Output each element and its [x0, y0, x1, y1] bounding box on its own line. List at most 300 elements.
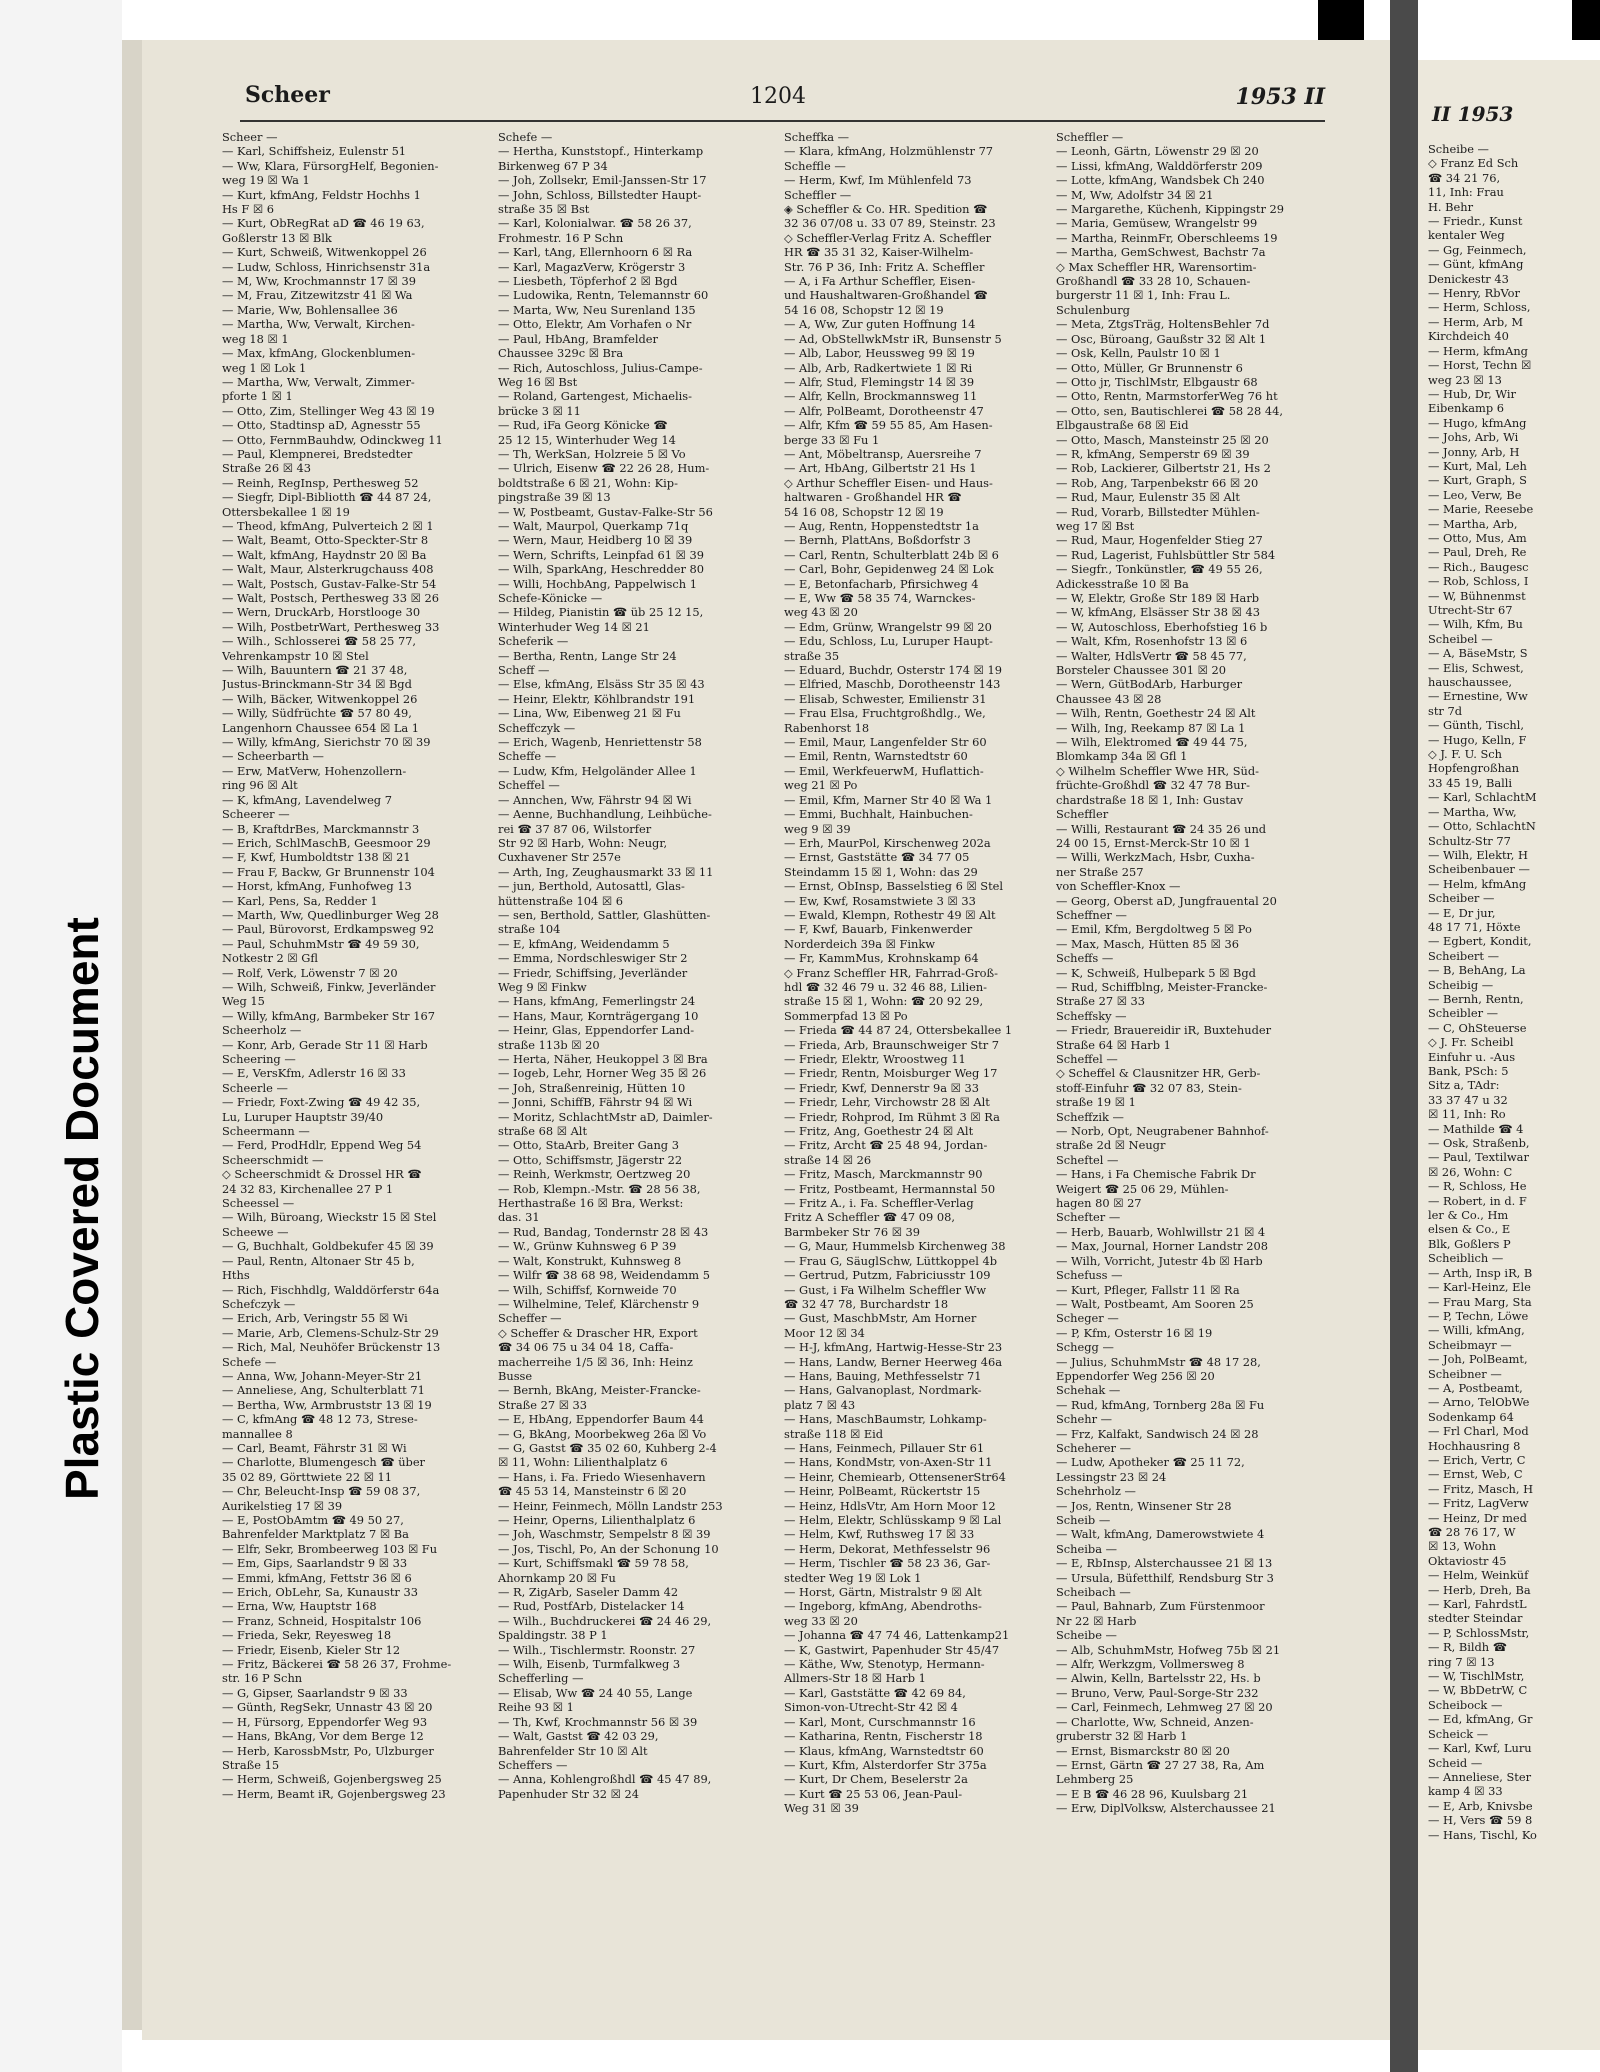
directory-entry-line: haltwaren - Großhandel HR ☎ [784, 490, 962, 505]
directory-entry-line: Scheerer — [222, 807, 290, 822]
directory-entry-line: — Bernh, Rentn, [1428, 991, 1524, 1006]
directory-entry-line: — M, Ww, Krochmannstr 17 ☒ 39 [222, 274, 416, 289]
directory-entry-line: — Frau G, SäuglSchw, Lüttkoppel 4b [784, 1253, 998, 1268]
directory-entry-line: — Wern, GütBodArb, Harburger [1056, 677, 1243, 692]
directory-entry-line: — Rud, kfmAng, Tornberg 28a ☒ Fu [1056, 1397, 1265, 1412]
directory-entry-line: — Ew, Kwf, Rosamstwiete 3 ☒ 33 [784, 893, 976, 908]
directory-entry-line: — Herm, Dekorat, Methfesselstr 96 [784, 1541, 991, 1556]
directory-entry-line: — H, Vers ☎ 59 8 [1428, 1813, 1533, 1828]
facing-header: II 1953 [1432, 102, 1514, 126]
black-tab-right [1572, 0, 1600, 40]
directory-entry-line: — Hub, Dr, Wir [1428, 386, 1516, 401]
directory-entry-line: macherreihe 1/5 ☒ 36, Inh: Heinz [498, 1354, 693, 1369]
directory-entry-line: — Egbert, Kondit, [1428, 934, 1532, 949]
directory-entry-line: — Rob, Klempn.-Mstr. ☎ 28 56 38, [498, 1181, 701, 1196]
directory-entry-line: — Fritz, Masch, H [1428, 1481, 1534, 1496]
header-rule [240, 120, 1325, 122]
directory-entry-line: — Mathilde ☎ 4 [1428, 1121, 1524, 1136]
directory-entry-line: Weigert ☎ 25 06 29, Mühlen- [1056, 1181, 1229, 1196]
directory-entry-line: ☒ 13, Wohn [1428, 1539, 1497, 1554]
directory-entry-line: — B, KraftdrBes, Marckmannstr 3 [222, 821, 420, 836]
directory-entry-line: — Paul, Bürovorst, Erdkampsweg 92 [222, 922, 435, 937]
directory-entry-line: weg 9 ☒ 39 [784, 821, 851, 836]
directory-entry-line: ☎ 34 21 76, [1428, 170, 1501, 185]
directory-entry-line: — P, Kfm, Osterstr 16 ☒ 19 [1056, 1325, 1213, 1340]
directory-entry-line: — Heinr, Elektr, Köhlbrandstr 191 [498, 691, 696, 706]
directory-entry-line: — Rud, Maur, Hogenfelder Stieg 27 [1056, 533, 1263, 548]
directory-entry-line: Straße 15 [222, 1757, 280, 1772]
directory-entry-line: — Paul, Klempnerei, Bredstedter [222, 446, 413, 461]
directory-entry-line: — Alfr, Kfm ☎ 59 55 85, Am Hasen- [784, 418, 993, 433]
directory-entry-line: — Max, Masch, Hütten 85 ☒ 36 [1056, 936, 1239, 951]
directory-entry-line: hauschaussee, [1428, 675, 1512, 690]
directory-entry-line: boldtstraße 6 ☒ 21, Wohn: Kip- [498, 475, 678, 490]
directory-entry-line: — Otto jr, TischlMstr, Elbgaustr 68 [1056, 374, 1258, 389]
directory-entry-line: Lehmberg 25 [1056, 1772, 1134, 1787]
directory-entry-line: hagen 80 ☒ 27 [1056, 1196, 1142, 1211]
directory-entry-line: platz 7 ☒ 43 [784, 1397, 856, 1412]
directory-entry-line: kamp 4 ☒ 33 [1428, 1784, 1503, 1799]
directory-entry-line: H. Behr [1428, 199, 1474, 214]
directory-entry-line: — Heinr, Operns, Lilienthalplatz 6 [498, 1513, 696, 1527]
directory-entry-line: — Lina, Ww, Eibenweg 21 ☒ Fu [498, 706, 681, 721]
directory-entry-line: — Otto, FernmBauhdw, Odinckweg 11 [222, 432, 443, 447]
directory-entry-line: — Rolf, Verk, Löwenstr 7 ☒ 20 [222, 965, 398, 980]
directory-entry-line: Scheffel — [1056, 1052, 1118, 1066]
directory-entry-line: — Willi, HochbAng, Pappelwisch 1 [498, 576, 697, 591]
directory-entry-line: — Th, WerkSan, Holzreie 5 ☒ Vo [498, 446, 686, 461]
directory-entry-line: — Ernst, Web, C [1428, 1467, 1523, 1482]
directory-entry-line: — P, Techn, Löwe [1428, 1308, 1529, 1323]
directory-entry-line: ◇ Franz Ed Sch [1428, 156, 1519, 171]
directory-entry-line: Ottersbekallee 1 ☒ 19 [222, 504, 350, 519]
directory-entry-line: Simon-von-Utrecht-Str 42 ☒ 4 [784, 1700, 958, 1715]
directory-entry-line: — Wilh, Elektr, H [1428, 847, 1528, 862]
directory-entry-line: — Jonny, Arb, H [1428, 444, 1520, 459]
directory-entry-line: — Karl, Mont, Curschmannstr 16 [784, 1714, 976, 1729]
directory-entry-line: — Friedr, Schiffsing, Jeverländer [498, 965, 688, 980]
directory-entry-line: straße 35 ☒ Bst [498, 202, 590, 217]
directory-entry-line: — Alfr, Werkzgm, Vollmersweg 8 [1056, 1657, 1245, 1672]
directory-entry-line: — Marta, Ww, Neu Surenland 135 [498, 302, 696, 317]
directory-entry-line: Schultz-Str 77 [1428, 833, 1511, 848]
directory-entry-line: — Th, Kwf, Krochmannstr 56 ☒ 39 [498, 1714, 698, 1729]
header-name: Scheer [245, 82, 330, 108]
directory-entry-line: — Kurt, Pfleger, Fallstr 11 ☒ Ra [1056, 1282, 1240, 1297]
directory-entry-line: Scheessel — [222, 1196, 295, 1211]
directory-entry-line: — Johanna ☎ 47 74 46, Lattenkamp21 [784, 1628, 1010, 1643]
directory-entry-line: — W, Bühnenmst [1428, 588, 1526, 603]
directory-entry-line: — Charlotte, Blumengesch ☎ über [222, 1455, 426, 1470]
directory-entry-line: Barmbeker Str 76 ☒ 39 [784, 1224, 921, 1239]
directory-entry-line: Ahornkamp 20 ☒ Fu [498, 1570, 616, 1585]
directory-entry-line: — Wilh, Bauuntern ☎ 21 37 48, [222, 663, 408, 678]
directory-entry-line: Scheib — [1056, 1513, 1111, 1527]
directory-entry-line: Scheibner — [1428, 1366, 1502, 1381]
directory-entry-line: — Ww, Klara, FürsorgHelf, Begonien- [222, 158, 439, 173]
directory-entry-line: ◈ Scheffler & Co. HR. Spedition ☎ [784, 202, 988, 217]
directory-entry-line: Sitz a, TAdr: [1428, 1078, 1500, 1093]
directory-entry-line: straße 35 [784, 648, 840, 663]
directory-entry-line: ☎ 28 76 17, W [1428, 1525, 1516, 1539]
directory-entry-line: ◇ Wilhelm Scheffler Wwe HR, Süd- [1056, 763, 1259, 778]
directory-entry-line: — Osc, Büroang, Gaußstr 32 ☒ Alt 1 [1056, 331, 1267, 346]
directory-entry-line: — E B ☎ 46 28 96, Kuulsbarg 21 [1056, 1786, 1249, 1801]
directory-entry-line: — Otto, Rentn, MarmstorferWeg 76 ht [1056, 389, 1278, 404]
directory-entry-line: — Leonh, Gärtn, Löwenstr 29 ☒ 20 [1056, 144, 1259, 159]
directory-entry-line: Scheffsky — [1056, 1008, 1127, 1023]
directory-entry-line: — Hans, KondMstr, von-Axen-Str 11 [784, 1455, 993, 1470]
directory-entry-line: — A, i Fa Arthur Scheffler, Eisen- [784, 274, 976, 289]
directory-entry-line: Scheffler — [784, 187, 852, 202]
directory-entry-line: — Frau Elsa, Fruchtgroßhdlg., We, [784, 706, 986, 721]
directory-entry-line: — Bernh, BkAng, Meister-Francke- [498, 1383, 701, 1398]
directory-entry-line: — K, kfmAng, Lavendelweg 7 [222, 792, 392, 807]
directory-entry-line: — Helm, Kwf, Ruthsweg 17 ☒ 33 [784, 1527, 975, 1542]
directory-entry-line: — Fritz, Bäckerei ☎ 58 26 37, Frohme- [222, 1657, 452, 1672]
directory-entry-line: Schulenburg [1056, 302, 1130, 317]
directory-entry-line: — Alb, Arb, Radkertwiete 1 ☒ Ri [784, 360, 973, 375]
directory-entry-line: — Anna, Kohlengroßhdl ☎ 45 47 89, [498, 1772, 712, 1787]
directory-entry-line: Weg 16 ☒ Bst [498, 374, 578, 389]
directory-entry-line: Hopfengroßhan [1428, 761, 1520, 776]
directory-entry-line: — Ferd, ProdHdlr, Eppend Weg 54 [222, 1138, 422, 1153]
directory-entry-line: — B, BehAng, La [1428, 963, 1526, 978]
directory-entry-line: — Wilh., Schlosserei ☎ 58 25 77, [222, 634, 417, 649]
directory-entry-line: ler & Co., Hm [1428, 1208, 1509, 1223]
directory-entry-line: Adickesstraße 10 ☒ Ba [1056, 576, 1189, 591]
spine-label: Plastic Covered Document [56, 917, 108, 1500]
directory-entry-line: — Charlotte, Ww, Schneid, Anzen- [1056, 1714, 1254, 1729]
directory-entry-line: — Günth, RegSekr, Unnastr 43 ☒ 20 [222, 1700, 433, 1715]
column-1 [222, 130, 484, 1801]
directory-entry-line: — Eduard, Buchdr, Osterstr 174 ☒ 19 [784, 663, 1002, 678]
directory-entry-line: — Emil, WerkfeuerwM, Huflattich- [784, 763, 984, 778]
directory-entry-line: Weg 9 ☒ Finkw [498, 979, 587, 994]
directory-entry-line: — Heinr, Feinmech, Mölln Landstr 253 [498, 1498, 723, 1513]
directory-entry-line: — H, Fürsorg, Eppendorfer Weg 93 [222, 1714, 428, 1729]
directory-entry-line: Eibenkamp 6 [1428, 401, 1504, 416]
directory-entry-line: 48 17 71, Höxte [1428, 919, 1521, 934]
directory-entry-line: — Fr, KammMus, Krohnskamp 64 [784, 951, 979, 966]
directory-entry-line: — Helm, Weinküf [1428, 1568, 1529, 1583]
directory-entry-line: — Friedr, Rentn, Moisburger Weg 17 [784, 1066, 998, 1081]
directory-entry-line: — Walt, Maur, Alsterkrugchauss 408 [222, 562, 434, 577]
directory-entry-line: Rabenhorst 18 [784, 720, 870, 735]
directory-entry-line: weg 18 ☒ 1 [222, 331, 289, 346]
directory-entry-line: Schegg — [1056, 1340, 1114, 1355]
directory-entry-line: 54 16 08, Schopstr 12 ☒ 19 [784, 504, 944, 519]
directory-entry-line: Scheffers — [498, 1757, 568, 1772]
directory-entry-line: ◇ Scheerschmidt & Drossel HR ☎ [222, 1167, 422, 1182]
directory-entry-line: Scheffzik — [1056, 1109, 1124, 1124]
directory-entry-line: — Friedr., Kunst [1428, 214, 1523, 229]
directory-entry-line: — Martha, Ww, Verwalt, Kirchen- [222, 317, 415, 332]
directory-entry-line: — Scheerbarth — [222, 749, 324, 764]
directory-entry-line: — Wilfr ☎ 38 68 98, Weidendamm 5 [498, 1268, 710, 1283]
directory-entry-line: Papenhuder Str 32 ☒ 24 [498, 1786, 639, 1801]
directory-entry-line: — Julius, SchuhmMstr ☎ 48 17 28, [1056, 1354, 1261, 1369]
directory-entry-line: Schefuss — [1056, 1268, 1123, 1283]
directory-entry-line: — Wern, Schrifts, Leinpfad 61 ☒ 39 [498, 547, 704, 562]
directory-entry-line: Straße 64 ☒ Harb 1 [1056, 1037, 1171, 1052]
directory-entry-line: — Jos, Rentn, Winsener Str 28 [1056, 1498, 1232, 1513]
directory-entry-line: — Elisab, Ww ☎ 24 40 55, Lange [498, 1685, 693, 1700]
directory-entry-line: — Paul, Rentn, Altonaer Str 45 b, [222, 1253, 415, 1268]
directory-entry-line: — Ernst, Gärtn ☎ 27 27 38, Ra, Am [1056, 1757, 1265, 1772]
directory-entry-line: pingstraße 39 ☒ 13 [498, 490, 611, 505]
directory-entry-line: — Erh, MaurPol, Kirschenweg 202a [784, 835, 991, 850]
directory-entry-line: Scheerschmidt — [222, 1152, 324, 1167]
directory-entry-line: früchte-Großhdl ☎ 32 47 78 Bur- [1056, 778, 1250, 793]
directory-entry-line: — Karl, SchlachtM [1428, 790, 1537, 805]
directory-entry-line: — Alb, SchuhmMstr, Hofweg 75b ☒ 21 [1056, 1642, 1281, 1657]
directory-entry-line: — E, kfmAng, Weidendamm 5 [498, 936, 670, 951]
directory-entry-line: — Heinr, Glas, Eppendorfer Land- [498, 1023, 695, 1038]
directory-entry-line: Straße 27 ☒ 33 [498, 1397, 588, 1412]
directory-entry-line: — Horst, kfmAng, Funhofweg 13 [222, 879, 412, 894]
directory-entry-line: — Hans, MaschBaumstr, Lohkamp- [784, 1412, 987, 1427]
directory-entry-line: — Joh, Zollsekr, Emil-Janssen-Str 17 [498, 173, 707, 188]
directory-entry-line: — Rud, PostfArb, Distelacker 14 [498, 1599, 685, 1614]
directory-entry-line: — Walt, Postbeamt, Am Sooren 25 [1056, 1296, 1254, 1311]
directory-entry-line: Scheffle — [784, 158, 846, 173]
directory-entry-line: — Karl, Pens, Sa, Redder 1 [222, 893, 378, 908]
directory-entry-line: — Herta, Näher, Heukoppel 3 ☒ Bra [498, 1052, 708, 1066]
directory-entry-line: Herthastraße 16 ☒ Bra, Werkst: [498, 1196, 684, 1211]
directory-entry-line: ring 96 ☒ Alt [222, 778, 298, 793]
directory-entry-line: — W, Elektr, Große Str 189 ☒ Harb [1056, 591, 1260, 605]
directory-entry-line: — Karl-Heinz, Ele [1428, 1280, 1531, 1295]
directory-entry-line: — Klara, kfmAng, Holzmühlenstr 77 [784, 144, 994, 159]
directory-entry-line: — Hans, Galvanoplast, Nordmark- [784, 1383, 982, 1398]
directory-entry-line: — Erich, Arb, Veringstr 55 ☒ Wi [222, 1311, 408, 1326]
directory-entry-line: — Bruno, Verw, Paul-Sorge-Str 232 [1056, 1685, 1259, 1700]
directory-entry-line: — Erich, ObLehr, Sa, Kunaustr 33 [222, 1585, 418, 1600]
directory-entry-line: — E, Ww ☎ 58 35 74, Warnckes- [784, 591, 976, 605]
directory-entry-line: — R, Bildh ☎ [1428, 1640, 1507, 1655]
directory-entry-line: 54 16 08, Schopstr 12 ☒ 19 [784, 302, 944, 317]
directory-entry-line: — jun, Berthold, Autosattl, Glas- [498, 879, 685, 894]
directory-entry-line: ◇ Arthur Scheffler Eisen- und Haus- [784, 475, 993, 490]
directory-entry-line: Chaussee 43 ☒ 28 [1056, 691, 1162, 706]
directory-entry-line: — Gg, Feinmech, [1428, 242, 1527, 257]
directory-entry-line: — Friedr, Elektr, Wroostweg 11 [784, 1052, 966, 1066]
directory-entry-line: — Kurt ☎ 25 53 06, Jean-Paul- [784, 1786, 963, 1801]
directory-entry-line: — Lissi, kfmAng, Walddörferstr 209 [1056, 158, 1263, 173]
directory-entry-line: — Rud, Maur, Eulenstr 35 ☒ Alt [1056, 490, 1240, 505]
directory-entry-line: Scheewe — [222, 1224, 289, 1239]
directory-entry-line: chardstraße 18 ☒ 1, Inh: Gustav [1056, 792, 1244, 807]
directory-entry-line: 25 12 15, Winterhuder Weg 14 [498, 432, 676, 447]
directory-entry-line: 33 37 47 u 32 [1428, 1092, 1508, 1107]
directory-entry-line: — Gust, i Fa Wilhelm Scheffler Ww [784, 1282, 987, 1297]
directory-entry-line: straße 118 ☒ Eid [784, 1426, 884, 1441]
directory-entry-line: — Em, Gips, Saarlandstr 9 ☒ 33 [222, 1556, 408, 1571]
directory-entry-line: Schefter — [1056, 1210, 1121, 1225]
directory-entry-line: — W, Autoschloss, Eberhofstieg 16 b [1056, 619, 1268, 634]
directory-entry-line: kentaler Weg [1428, 228, 1505, 243]
directory-entry-line: — Rud, iFa Georg Könicke ☎ [498, 418, 668, 433]
directory-entry-line: — Herb, Dreh, Ba [1428, 1582, 1531, 1597]
directory-entry-line: — Wilh, PostbetrWart, Perthesweg 33 [222, 619, 440, 634]
directory-entry-line: Scheid — [1428, 1755, 1483, 1770]
directory-entry-line: — Frieda, Arb, Braunschweiger Str 7 [784, 1037, 1000, 1052]
directory-entry-line: Scheibmayr — [1428, 1337, 1512, 1352]
directory-entry-line: — Frieda ☎ 44 87 24, Ottersbekallee 1 [784, 1023, 1013, 1038]
directory-entry-line: — Hans, Landw, Berner Heerweg 46a [784, 1354, 1003, 1369]
directory-entry-line: Bahrenfelder Marktplatz 7 ☒ Ba [222, 1527, 409, 1542]
directory-entry-line: Scheibe — [1056, 1628, 1117, 1643]
directory-entry-line: — Karl, Gaststätte ☎ 42 69 84, [784, 1685, 966, 1700]
directory-entry-line: Lessingstr 23 ☒ 24 [1056, 1469, 1167, 1484]
directory-entry-line: Busse [498, 1368, 533, 1383]
directory-entry-line: — Hans, kfmAng, Femerlingstr 24 [498, 994, 696, 1009]
directory-entry-line: straße 14 ☒ 26 [784, 1152, 872, 1167]
directory-entry-line: — Alwin, Kelln, Bartelsstr 22, Hs. b [1056, 1671, 1261, 1686]
directory-entry-line: — Rud, Lagerist, Fuhlsbüttler Str 584 [1056, 547, 1276, 562]
directory-entry-line: — Edm, Grünw, Wrangelstr 99 ☒ 20 [784, 619, 992, 634]
directory-entry-line: Scheftel — [1056, 1152, 1119, 1167]
directory-entry-line: — Kurt, ObRegRat aD ☎ 46 19 63, [222, 216, 425, 231]
directory-entry-line: — Rud, Bandag, Tondernstr 28 ☒ 43 [498, 1224, 709, 1239]
directory-entry-line: — Jonni, SchiffB, Fährstr 94 ☒ Wi [498, 1095, 693, 1110]
directory-entry-line: — Joh, Waschmstr, Sempelstr 8 ☒ 39 [498, 1527, 711, 1542]
directory-entry-line: — Annchen, Ww, Fährstr 94 ☒ Wi [498, 792, 692, 807]
directory-entry-line: — John, Schloss, Billstedter Haupt- [498, 187, 702, 202]
directory-entry-line: — Carl, Bohr, Gepidenweg 24 ☒ Lok [784, 562, 994, 577]
directory-entry-line: — Martha, ReinmFr, Oberschleems 19 [1056, 230, 1278, 245]
directory-entry-line: — W, TischlMstr, [1428, 1669, 1525, 1684]
directory-entry-line: — Karl, MagazVerw, Krögerstr 3 [498, 259, 686, 274]
directory-entry-line: — Hans, Tischl, Ko [1428, 1827, 1537, 1842]
directory-entry-line: — Paul, Dreh, Re [1428, 545, 1527, 560]
directory-entry-line: — Rich., Baugesc [1428, 559, 1529, 574]
directory-entry-line: — Norb, Opt, Neugrabener Bahnhof- [1056, 1124, 1269, 1139]
directory-entry-line: — Willy, kfmAng, Barmbeker Str 167 [222, 1008, 435, 1023]
directory-entry-line: — Alb, Labor, Heussweg 99 ☒ 19 [784, 346, 975, 361]
directory-entry-line: — E, HbAng, Eppendorfer Baum 44 [498, 1412, 704, 1427]
directory-entry-line: — Bertha, Rentn, Lange Str 24 [498, 648, 677, 663]
directory-entry-line: — C, OhSteuerse [1428, 1020, 1527, 1035]
directory-entry-line: — Art, HbAng, Gilbertstr 21 Hs 1 [784, 461, 977, 476]
directory-entry-line: — Joh, PolBeamt, [1428, 1352, 1528, 1367]
directory-entry-line: 32 36 07/08 u. 33 07 89, Steinstr. 23 [784, 216, 996, 231]
directory-entry-line: Scheibler — [1428, 1006, 1499, 1021]
directory-entry-line: — Emil, Rentn, Warnstedtstr 60 [784, 749, 968, 764]
directory-entry-line: Hs F ☒ 6 [222, 202, 275, 217]
directory-entry-line: — Herm, Schloss, [1428, 300, 1531, 315]
directory-entry-line: ☒ 11, Wohn: Lilienthalplatz 6 [498, 1455, 668, 1470]
directory-entry-line: — Horst, Gärtn, Mistralstr 9 ☒ Alt [784, 1585, 982, 1600]
directory-entry-line: — Anna, Ww, Johann-Meyer-Str 21 [222, 1368, 423, 1383]
directory-entry-line: straße 104 [498, 922, 561, 937]
directory-entry-line: ☒ 26, Wohn: C [1428, 1164, 1513, 1179]
directory-entry-line: — Marie, Reesebe [1428, 502, 1534, 517]
directory-entry-line: Scheer — [222, 130, 278, 144]
directory-entry-line: Schefe — [222, 1354, 277, 1369]
directory-entry-line: — Hans, Bauing, Methfesselstr 71 [784, 1368, 982, 1383]
directory-entry-line: — Else, kfmAng, Elsäss Str 35 ☒ 43 [498, 677, 705, 692]
directory-entry-line: — Kurt, Schweiß, Witwenkoppel 26 [222, 245, 427, 260]
directory-entry-line: — Max, Journal, Horner Landstr 208 [1056, 1239, 1268, 1254]
directory-entry-line: — Ulrich, Eisenw ☎ 22 26 28, Hum- [498, 461, 710, 476]
directory-entry-line: Hths [222, 1268, 250, 1283]
book-gutter [1390, 0, 1418, 2072]
directory-entry-line: — G, Buchhalt, Goldbekufer 45 ☒ 39 [222, 1239, 434, 1254]
directory-entry-line: — Otto, Stadtinsp aD, Agnesstr 55 [222, 418, 421, 433]
directory-entry-line: Scheferik — [498, 634, 569, 649]
directory-entry-line: — Frz, Kalfakt, Sandwisch 24 ☒ 28 [1056, 1426, 1259, 1441]
directory-entry-line: — Otto, sen, Bautischlerei ☎ 58 28 44, [1056, 403, 1284, 418]
directory-entry-line: — Emil, Kfm, Marner Str 40 ☒ Wa 1 [784, 792, 993, 807]
directory-entry-line: — Otto, Elektr, Am Vorhafen o Nr [498, 317, 692, 332]
directory-entry-line: — Hans, i Fa Chemische Fabrik Dr [1056, 1167, 1256, 1182]
directory-entry-line: — Friedr, Rohprod, Im Rühmt 3 ☒ Ra [784, 1109, 1000, 1124]
directory-entry-line: — G, Gastst ☎ 35 02 60, Kuhberg 2-4 [498, 1440, 717, 1455]
directory-entry-line: — Otto, Masch, Mansteinstr 25 ☒ 20 [1056, 432, 1269, 447]
directory-entry-line: — A, BäseMstr, S [1428, 646, 1528, 661]
directory-entry-line: Allmers-Str 18 ☒ Harb 1 [784, 1671, 926, 1686]
directory-entry-line: ◇ Scheffer & Drascher HR, Export [498, 1325, 698, 1340]
directory-entry-line: str. 16 P Schn [222, 1671, 303, 1686]
directory-entry-line: — Siegfr, Dipl-Bibliotth ☎ 44 87 24, [222, 490, 432, 505]
directory-entry-line: — Fritz, Masch, Marckmannstr 90 [784, 1167, 983, 1182]
directory-entry-line: — Heinr, PolBeamt, Rückertstr 15 [784, 1484, 981, 1499]
directory-entry-line: Scheiblich — [1428, 1251, 1504, 1266]
directory-entry-line: Aurikelstieg 17 ☒ 39 [222, 1498, 343, 1513]
directory-entry-line: Reihe 93 ☒ 1 [498, 1700, 574, 1715]
directory-entry-line: — Elisab, Schwester, Emilienstr 31 [784, 691, 987, 706]
directory-entry-line: Schehr — [1056, 1412, 1113, 1427]
directory-entry-line: — Ludw, Kfm, Helgoländer Allee 1 [498, 763, 697, 778]
directory-entry-line: — Erich, SchlMaschB, Geesmoor 29 [222, 835, 431, 850]
directory-entry-line: — Hildeg, Pianistin ☎ üb 25 12 15, [498, 605, 704, 620]
directory-entry-line: — Osk, Straßenb, [1428, 1136, 1530, 1151]
directory-entry-line: — Wilh, Schweiß, Finkw, Jeverländer [222, 979, 436, 994]
directory-entry-line: straße 113b ☒ 20 [498, 1037, 600, 1052]
directory-entry-line: — Otto, StaArb, Breiter Gang 3 [498, 1138, 679, 1153]
directory-entry-line: — Hugo, kfmAng [1428, 415, 1527, 430]
directory-entry-line: — Kurt, Mal, Leh [1428, 458, 1527, 473]
directory-entry-line: Sodenkamp 64 [1428, 1409, 1514, 1424]
directory-entry-line: — Paul, SchuhmMstr ☎ 49 59 30, [222, 936, 420, 951]
directory-entry-line: — Paul, HbAng, Bramfelder [498, 331, 658, 346]
directory-entry-line: Scheering — [222, 1052, 296, 1066]
directory-entry-line: — Leo, Verw, Be [1428, 487, 1522, 502]
directory-entry-line: — Friedr, Lehr, Virchowstr 28 ☒ Alt [784, 1095, 990, 1110]
directory-entry-line: stedter Steindar [1428, 1611, 1523, 1626]
column-4 [1056, 130, 1318, 1816]
directory-entry-line: Weg 31 ☒ 39 [784, 1801, 859, 1816]
directory-entry-line: Schefe-Könicke — [498, 591, 603, 605]
scanner-background [0, 0, 122, 2072]
directory-entry-line: — E, RbInsp, Alsterchaussee 21 ☒ 13 [1056, 1556, 1273, 1571]
directory-entry-line: HR ☎ 35 31 32, Kaiser-Wilhelm- [784, 245, 974, 260]
directory-entry-line: — Erw, MatVerw, Hohenzollern- [222, 763, 407, 778]
directory-entry-line: Scheermann — [222, 1124, 310, 1139]
directory-entry-line: — Erna, Ww, Hauptstr 168 [222, 1599, 377, 1614]
directory-entry-line: — Otto, Müller, Gr Brunnenstr 6 [1056, 360, 1243, 375]
directory-entry-line: Eppendorfer Weg 256 ☒ 20 [1056, 1368, 1215, 1383]
directory-entry-line: Scheffler — [1056, 130, 1124, 144]
directory-entry-line: — Henry, RbVor [1428, 286, 1520, 301]
directory-entry-line: — Helm, Elektr, Schlüsskamp 9 ☒ Lal [784, 1513, 1002, 1527]
directory-entry-line: — Fritz A., i. Fa. Scheffler-Verlag [784, 1196, 974, 1211]
directory-entry-line: ☎ 34 06 75 u 34 04 18, Caffa- [498, 1340, 674, 1355]
directory-entry-line: — Walt, Maurpol, Querkamp 71q [498, 518, 689, 533]
directory-entry-line: Scheffel — [498, 778, 560, 793]
